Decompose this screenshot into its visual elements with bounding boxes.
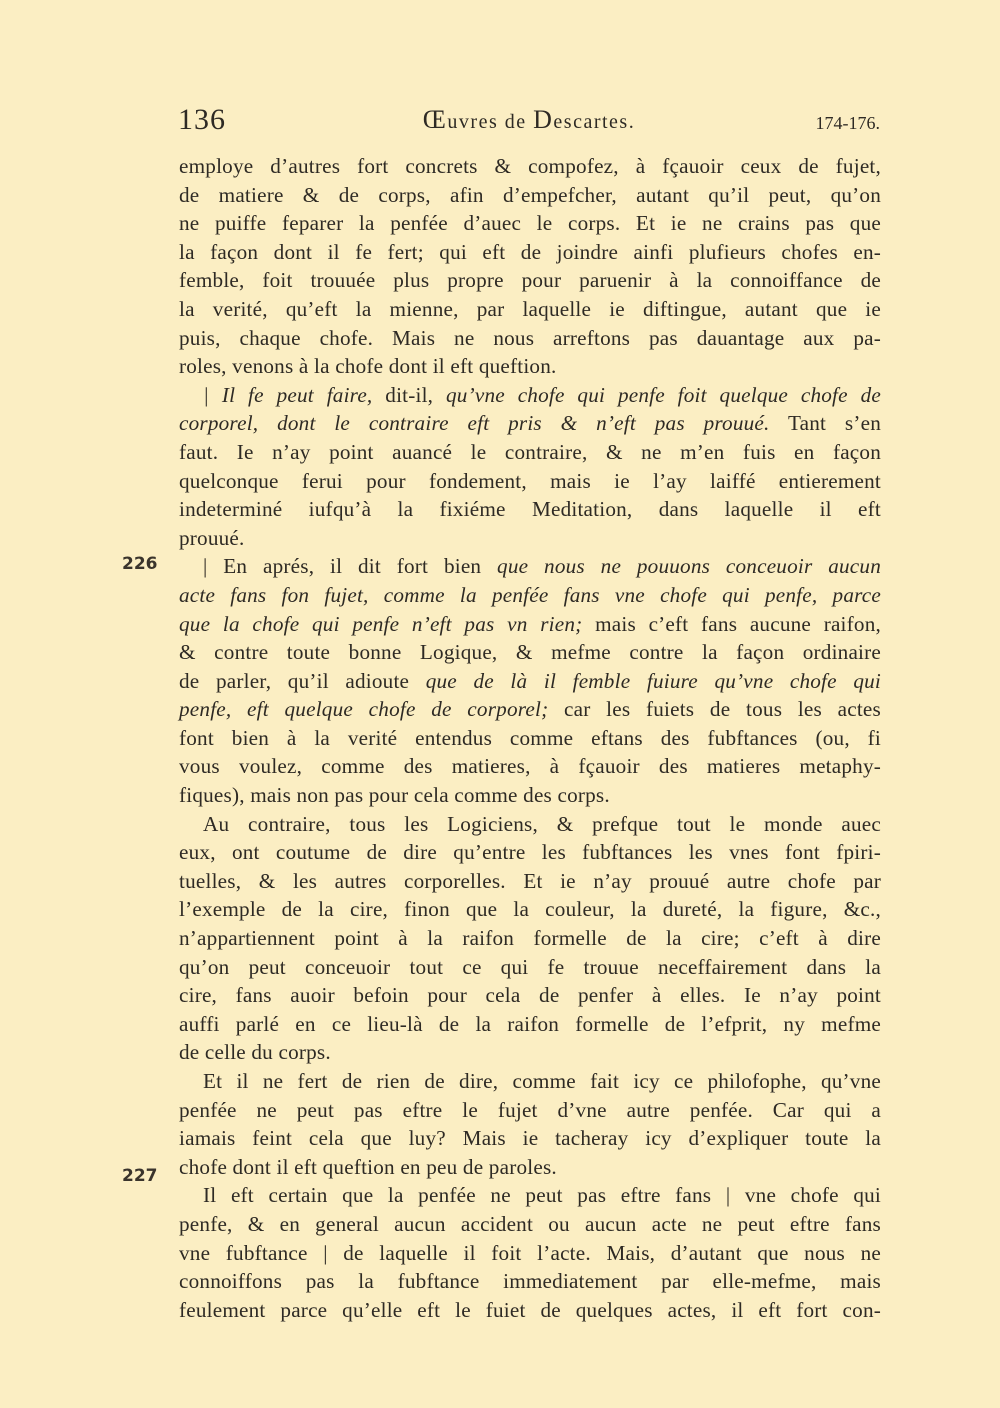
text-line: chofe dont il eft queftion en peu de paroles. [179,1154,557,1179]
running-title: Œuvres de Descartes. [422,105,636,134]
text-line: indeterminé iufqu’à la fixiéme Meditation, dans laquelle il eft [179,497,881,522]
text-line: feulement parce qu’elle eft le fuiet de quelques actes, il eft fort con- [179,1297,881,1322]
text-line: cire, fans auoir befoin pour cela de penfer à elles. Ie n’ay point [179,983,881,1008]
text-line: Au contraire, tous les Logiciens, & prefque tout le monde auec [203,811,881,836]
text-line: Il eft certain que la penfée ne peut pas eftre fans | vne chofe qui [203,1183,881,1208]
text-line: acte fans fon fujet, comme la penfée fans vne chofe qui penfe, parce [179,582,881,607]
text-line: auffi parlé en ce lieu-là de la raifon formelle de l’efprit, ny mefme [179,1011,881,1036]
text-line: de parler, qu’il adioute que de là il femble fuiure qu’vne chofe qui [179,668,881,693]
text-line: prouué. [179,525,245,550]
text-line: iamais feint cela que luy? Mais ie tacheray icy d’expliquer toute la [179,1126,881,1151]
text-line: n’appartiennent point à la raifon formelle de la cire; c’eft à dire [179,926,881,951]
paragraph [179,552,881,809]
text-line: tuelles, & les autres corporelles. Et ie n’ay prouué autre chofe par [179,868,881,893]
text-line: l’exemple de la cire, finon que la couleur, la dureté, la figure, &c., [179,897,881,922]
paragraph [179,1181,881,1324]
text-line: vous voulez, comme des matieres, à fçauoir des matieres metaphy- [179,754,881,779]
text-line: quelconque ferui pour fondement, mais ie l’ay laiffé entierement [179,468,881,493]
text-line: font bien à la verité entendus comme eftans des fubftances (ou, fi [179,725,881,750]
text-line: eux, ont coutume de dire qu’entre les fubftances les vnes font fpiri- [179,840,881,865]
text-line: la verité, qu’eft la mienne, par laquelle ie diftingue, autant que ie [179,296,881,321]
margin-number: 226 [122,554,158,574]
text-line: connoiffons pas la fubftance immediatement par elle-mefme, mais [179,1269,881,1294]
text-line: | Il fe peut faire, dit-il, qu’vne chofe qui penfe foit quelque chofe de [203,382,881,407]
text-line: vne fubftance | de laquelle il foit l’acte. Mais, d’autant que nous ne [179,1240,881,1265]
text-line: | En aprés, il dit fort bien que nous ne pouuons conceuoir aucun [203,554,882,579]
text-line: & contre toute bonne Logique, & mefme contre la façon ordinaire [179,640,881,665]
text-line: faut. Ie n’ay point auancé le contraire, & ne m’en fuis en façon [179,439,881,464]
text-line: fiques), mais non pas pour cela comme des corps. [179,783,610,808]
paragraph [179,381,881,553]
text-line: employe d’autres fort concrets & compofez, à fçauoir ceux de fujet, [179,154,881,178]
margin-number: 227 [122,1166,158,1186]
text-line: qu’on peut conceuoir tout ce qui fe trouue neceffairement dans la [179,954,881,979]
paragraph [179,152,881,381]
paragraph [179,1067,881,1181]
text-line: de celle du corps. [179,1040,331,1065]
text-line: penfe, eft quelque chofe de corporel; car les fuiets de tous les actes [179,697,881,722]
running-header [178,103,880,143]
text-line: que la chofe qui penfe n’eft pas vn rien; mais c’eft fans aucune raifon, [179,611,881,636]
text-line: la façon dont il fe fert; qui eft de joindre ainfi plufieurs chofes en- [179,239,881,264]
text-line: penfée ne peut pas eftre le fujet d’vne autre penfée. Car qui a [179,1097,881,1122]
text-line: penfe, & en general aucun accident ou aucun acte ne peut eftre fans [179,1211,881,1236]
page-range: 174-176. [815,113,880,133]
text-line: femble, foit trouuée plus propre pour paruenir à la connoiffance de [179,268,881,293]
text-body [179,152,881,1324]
text-line: corporel, dont le contraire eft pris & n’eft pas prouué. Tant s’en [179,411,881,436]
text-line: de matiere & de corps, afin d’empefcher, autant qu’il peut, qu’on [179,182,881,207]
text-line: ne puiffe feparer la penfée d’auec le corps. Et ie ne crains pas que [179,211,881,236]
page-number: 136 [178,103,226,136]
paragraph [179,810,881,1067]
text-line: puis, chaque chofe. Mais ne nous arreftons pas dauantage aux pa- [179,325,881,350]
text-line: Et il ne fert de rien de dire, comme fait icy ce philofophe, qu’vne [203,1069,881,1093]
text-line: roles, venons à la chofe dont il eft queftion. [179,354,557,379]
